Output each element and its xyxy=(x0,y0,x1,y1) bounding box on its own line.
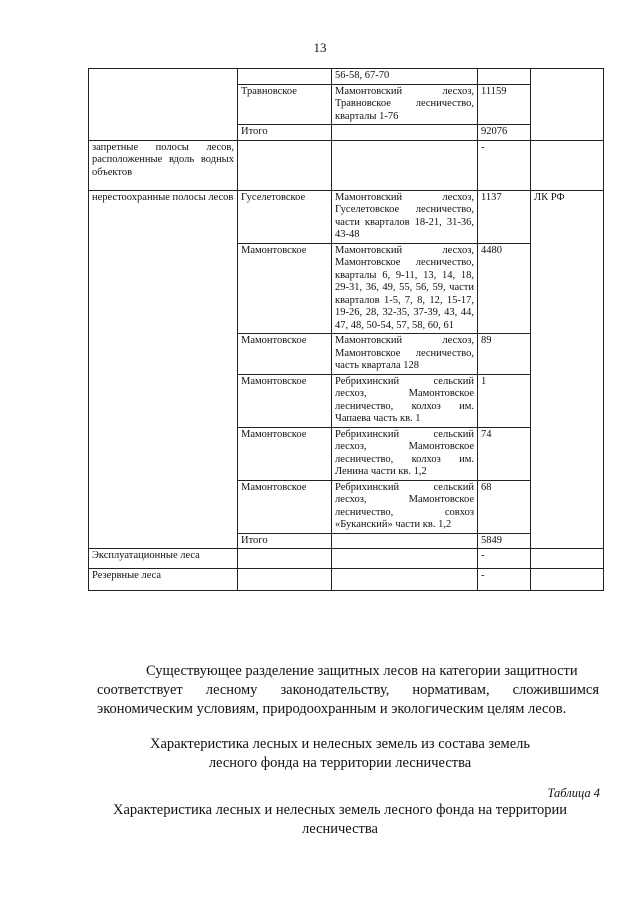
table-cell: Мамонтовский лесхоз, Гуселетовское лесничество, части кварталов 18-21, 31-36, 43-48 xyxy=(332,190,478,243)
section-heading xyxy=(80,735,600,773)
body-paragraph xyxy=(97,662,599,719)
table-cell xyxy=(478,69,531,85)
table-cell xyxy=(332,125,478,141)
paragraph-continuation: соответствует лесному законодательству, нормативам, сложившимся экономическим условиям, природоохранным и экологическим целям лесов. xyxy=(97,682,599,717)
table-cell: запретные полосы лесов, расположенные вдоль водных объектов xyxy=(89,140,238,190)
table-row xyxy=(89,549,604,569)
table-cell: ЛК РФ xyxy=(531,190,604,549)
table-title xyxy=(80,801,600,839)
table-cell: Резервные леса xyxy=(89,569,238,591)
page-number: 13 xyxy=(313,40,327,55)
table-cell xyxy=(531,549,604,569)
table-cell: Ребрихинский сельский лесхоз, Мамонтовское лесничество, совхоз «Буканский» части кв. 1,2 xyxy=(332,480,478,533)
table-row xyxy=(89,569,604,591)
table-cell xyxy=(89,69,238,141)
table-cell: 68 xyxy=(478,480,531,533)
table-cell: - xyxy=(478,549,531,569)
table-cell: Эксплуатационные леса xyxy=(89,549,238,569)
section-heading-line: лесного фонда на территории лесничества xyxy=(208,755,472,771)
table-cell xyxy=(332,549,478,569)
table-cell xyxy=(238,140,332,190)
table-cell: Итого xyxy=(238,533,332,549)
table-cell: 74 xyxy=(478,427,531,480)
table-cell: 92076 xyxy=(478,125,531,141)
table-cell: 5849 xyxy=(478,533,531,549)
table-cell: Мамонтовское xyxy=(238,374,332,427)
table-cell xyxy=(332,569,478,591)
table-cell xyxy=(238,69,332,85)
table-cell: Травновское xyxy=(238,84,332,125)
table-cell: Мамонтовское xyxy=(238,334,332,375)
table-cell: Мамонтовский лесхоз, Мамонтовское лесничество, часть квартала 128 xyxy=(332,334,478,375)
table-cell: - xyxy=(478,569,531,591)
table-cell xyxy=(238,549,332,569)
table-cell: 11159 xyxy=(478,84,531,125)
table-cell xyxy=(531,69,604,141)
table-cell: Мамонтовское xyxy=(238,243,332,334)
table-cell: 89 xyxy=(478,334,531,375)
protective-forests-table xyxy=(88,68,604,591)
paragraph-first-line: Существующее разделение защитных лесов на категории защитности xyxy=(146,663,578,679)
table-cell xyxy=(531,569,604,591)
table-label: Таблица 4 xyxy=(547,786,600,800)
table-title-line: лесничества xyxy=(302,821,378,837)
table-row xyxy=(89,69,604,85)
table-cell: Мамонтовское xyxy=(238,480,332,533)
table-cell: Ребрихинский сельский лесхоз, Мамонтовское лесничество, колхоз им. Чапаева часть кв. 1 xyxy=(332,374,478,427)
table-cell: Итого xyxy=(238,125,332,141)
table-cell: Гуселетовское xyxy=(238,190,332,243)
table-title-line: Характеристика лесных и нелесных земель лесного фонда на территории xyxy=(113,802,567,818)
table-cell xyxy=(332,140,478,190)
table-cell xyxy=(531,140,604,190)
table-cell: нерестоохранные полосы лесов xyxy=(89,190,238,549)
table-cell: - xyxy=(478,140,531,190)
table-cell: 4480 xyxy=(478,243,531,334)
section-heading-line: Характеристика лесных и нелесных земель из состава земель xyxy=(149,736,531,752)
table-cell: Ребрихинский сельский лесхоз, Мамонтовское лесничество, колхоз им. Ленина части кв. 1,2 xyxy=(332,427,478,480)
table-cell: 56-58, 67-70 xyxy=(332,69,478,85)
table-row xyxy=(89,190,604,243)
table-cell: Мамонтовское xyxy=(238,427,332,480)
table-cell xyxy=(238,569,332,591)
table-cell: 1 xyxy=(478,374,531,427)
table-row xyxy=(89,140,604,190)
table-cell: Мамонтовский лесхоз, Мамонтовское лесничество, кварталы 6, 9-11, 13, 14, 18, 29-31, 36, 49, 55, 56, 59, части кварталов 1-5, 7, 8, 12, 15-17, 19-26, 28, 32-35, 37-39, 43, 44, 47, 48, 50-54, 57, 58, 60, 61 xyxy=(332,243,478,334)
table-cell xyxy=(332,533,478,549)
table-cell: Мамонтовский лесхоз, Травновское лесничество, кварталы 1-76 xyxy=(332,84,478,125)
table-cell: 1137 xyxy=(478,190,531,243)
